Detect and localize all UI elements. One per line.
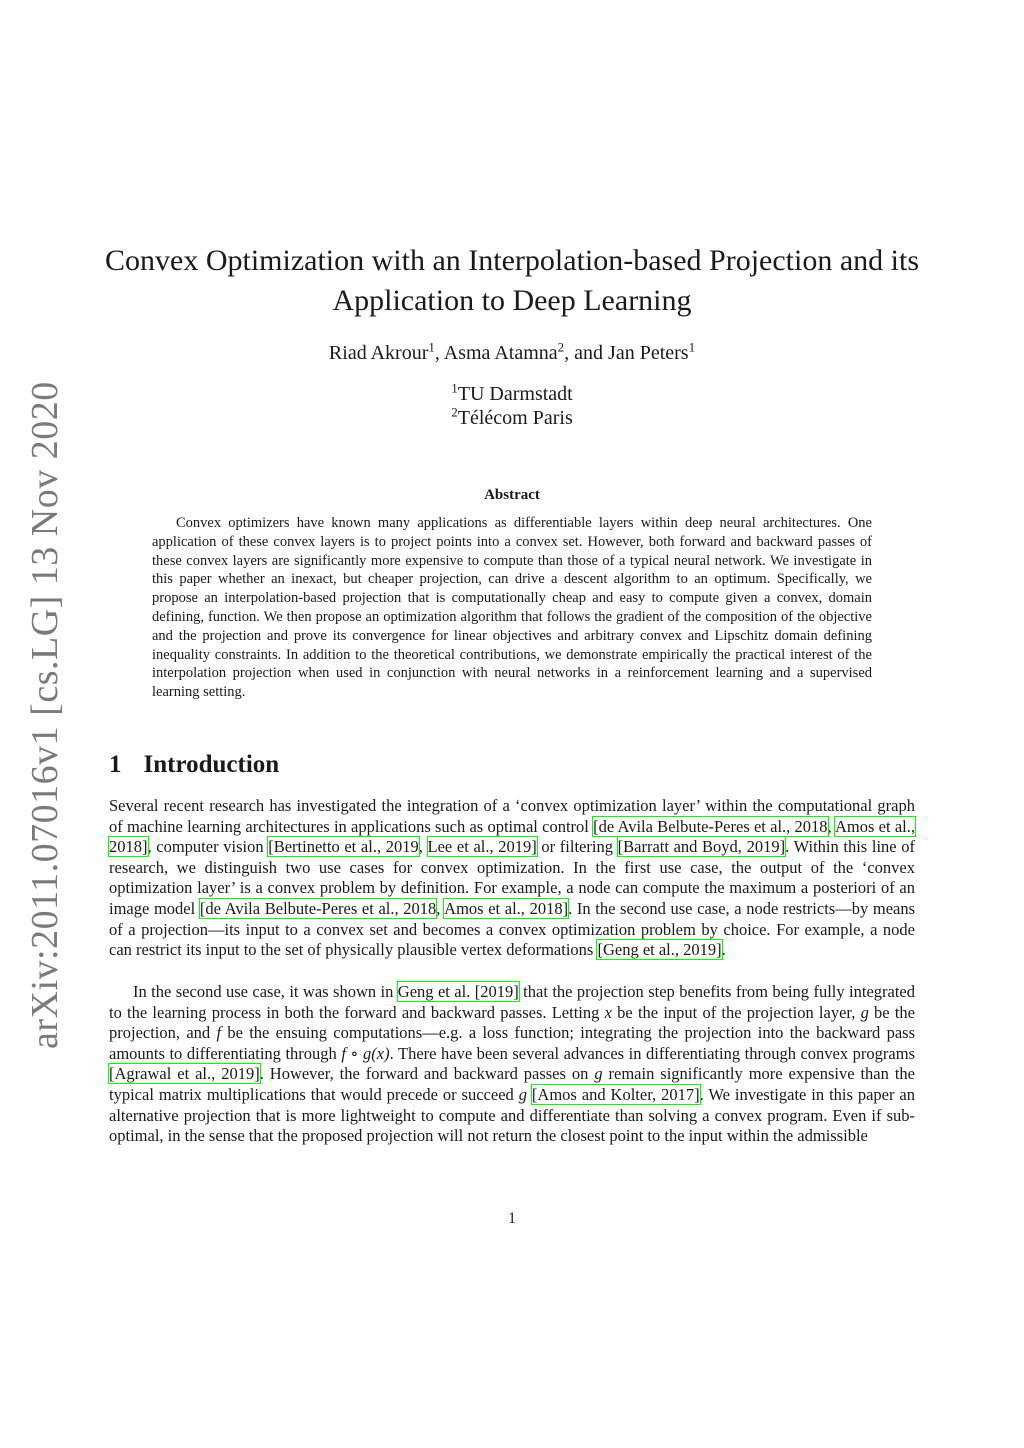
citation-link[interactable]: [Agrawal et al., 2019] [109,1064,260,1084]
math-symbol: g [518,1084,527,1104]
arxiv-stamp: arXiv:2011.07016v1 [cs.LG] 13 Nov 2020 [24,381,66,1049]
citation-link[interactable]: Lee et al., 2019] [427,837,537,857]
affiliation-mark: 1 [688,339,696,355]
affiliation-1 [0,382,1024,406]
section-heading [109,751,279,779]
body-text: , computer vision [147,837,269,857]
body-text: . We investigate in this paper an alternative projection that is more lightweight to compute and differentiate than solving a convex program. Even if sub-optimal, in the sense that the proposed projection will not return the closest point to the input within the admissible [109,1084,915,1146]
page-number: 1 [508,1210,516,1227]
citation-link[interactable]: [Barratt and Boyd, 2019] [617,837,786,857]
affiliation-mark: 2 [451,404,458,420]
math-symbol: x [604,1002,612,1022]
author-name: Riad Akrour [328,342,429,364]
body-text: In the second use case, it was shown in [133,982,398,1001]
body-text: . In the second use case, a node restricts—by means of a projection—its input to a convex set and becomes a convex optimization problem by choice. For example, a node can restrict its input to the set of physically plausible vertex deformations [109,898,916,960]
body-text: be the ensuing computations—e.g. a loss function; integrating the projection into the backward pass amounts to differentiating through [109,1023,916,1063]
author-list [0,341,1024,365]
abstract-text: Convex optimizers have known many applications as differentiable layers within deep neural architectures. One application of these convex layers is to project points into a convex set. However, both forward and backward passes of these convex layers are significantly more expensive to compute than those of a typical neural network. We investigate in this paper whether an inexact, but cheaper projection, can drive a descent algorithm to an optimum. Specifically, we propose an interpolation-based projection that is computationally cheap and easy to compute given a convex, domain defining, function. We then propose an optimization algorithm that follows the gradient of the composition of the objective and the projection and prove its convergence for linear objectives and arbitrary convex and Lipschitz domain defining inequality constraints. In addition to the theoretical contributions, we demonstrate empirically the practical interest of the interpolation projection when used in conjunction with neural networks in a reinforcement learning and a supervised learning setting. [152,515,872,701]
author-name: Jan Peters [608,342,689,364]
body-text: remain significantly more expensive than the typical matrix multiplications that would precede or succeed [109,1064,915,1104]
abstract-heading: Abstract [484,487,540,503]
intro-paragraph-2 [109,982,915,1147]
paper-title: Convex Optimization with an Interpolation-based Projection and its Application to Deep Learning [105,244,919,317]
body-text: . There have been several advances in differentiating through convex programs [389,1043,915,1063]
body-text: , [827,816,836,836]
citation-link[interactable]: [de Avila Belbute-Peres et al., 2018 [593,816,828,836]
math-symbol: g [860,1002,869,1022]
body-text: that the projection step benefits from being fully integrated to the learning process in both the forward and backward passes. Letting [109,982,916,1022]
math-symbol: g [594,1064,603,1084]
citation-link[interactable]: Amos et al., 2018] [444,898,569,918]
body-text: or filtering [536,837,618,857]
affiliation-2 [0,406,1024,430]
body-text: be the projection, and [109,1002,915,1043]
affiliation-name: Télécom Paris [457,407,573,429]
citation-link[interactable]: [de Avila Belbute-Peres et al., 2018 [199,898,437,918]
body-text: . [721,940,726,960]
citation-link[interactable]: [Bertinetto et al., 2019 [268,837,419,857]
body-text: . However, the forward and backward passes on [259,1064,595,1084]
body-text: Several recent research has investigated the integration of a ‘convex optimization layer’ within the computational graph of machine learning architectures in applications such as optimal control [109,796,915,836]
body-text: . Within this line of research, we distinguish two use cases for convex optimization. In the first use case, the output of the ‘convex optimization layer’ is a convex problem by definition. For example, a node can compute the maximum a posteriori of an image model [109,837,916,918]
body-text: , [436,898,445,918]
citation-link[interactable]: Geng et al. [2019] [397,982,519,1001]
math-expression: f ∘ g(x) [341,1043,390,1063]
affiliation-mark: 1 [428,339,435,355]
body-text: , [418,837,428,857]
citation-link[interactable]: Amos et al., 2018] [109,816,915,857]
affiliation-mark: 1 [451,380,458,396]
author-separator: , and [564,342,609,364]
citation-link[interactable]: [Amos and Kolter, 2017] [531,1084,700,1104]
author-name: Asma Atamna [443,342,558,364]
body-text: be the input of the projection layer, [611,1002,861,1022]
affiliation-mark: 2 [557,339,565,355]
math-symbol: f [216,1023,222,1043]
author-separator: , [434,342,444,364]
citation-link[interactable]: [Geng et al., 2019] [597,940,722,960]
section-number: 1 [109,751,122,778]
affiliation-name: TU Darmstadt [457,383,573,405]
section-title: Introduction [143,751,280,778]
intro-paragraph-1 [109,796,915,961]
